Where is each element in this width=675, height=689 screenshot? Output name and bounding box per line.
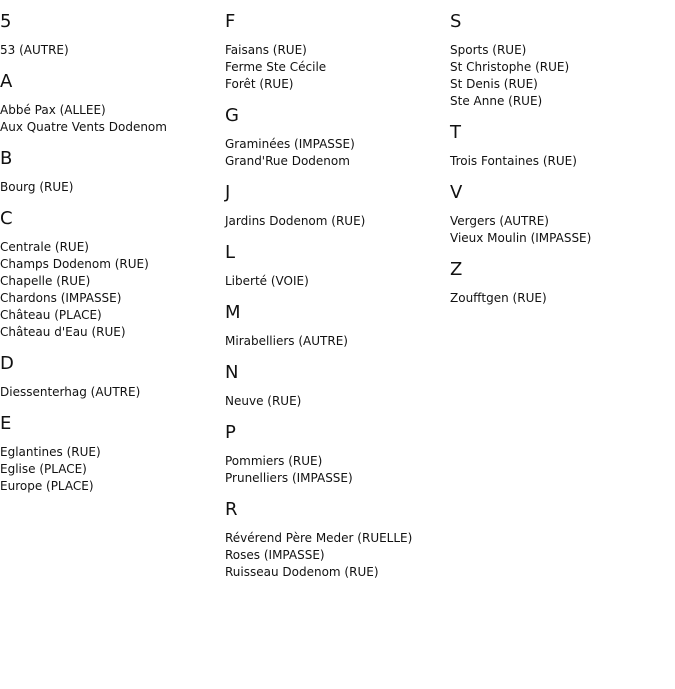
- letter-heading: B: [0, 148, 13, 169]
- street-link[interactable]: Faisans (RUE): [225, 43, 307, 57]
- letter-section: [225, 11, 450, 93]
- letter-section: [225, 242, 450, 290]
- letter-heading: P: [225, 422, 236, 443]
- letter-section: [225, 182, 450, 230]
- street-link[interactable]: Grand'Rue Dodenom: [225, 154, 350, 168]
- letter-heading: M: [225, 302, 241, 323]
- letter-section: [0, 148, 225, 196]
- letter-heading: C: [0, 208, 13, 229]
- street-link[interactable]: Eglise (PLACE): [0, 462, 87, 476]
- letter-section: [0, 353, 225, 401]
- street-link[interactable]: 53 (AUTRE): [0, 43, 69, 57]
- letter-section: [450, 182, 675, 247]
- street-link[interactable]: Ruisseau Dodenom (RUE): [225, 565, 379, 579]
- letter-section: [0, 208, 225, 341]
- street-link[interactable]: Ste Anne (RUE): [450, 94, 543, 108]
- letter-section: [225, 362, 450, 410]
- letter-section: [0, 11, 225, 59]
- index-column: [225, 11, 450, 593]
- letter-heading: T: [450, 122, 461, 143]
- street-link[interactable]: Europe (PLACE): [0, 479, 94, 493]
- street-link[interactable]: St Denis (RUE): [450, 77, 538, 91]
- street-link[interactable]: Révérend Père Meder (RUELLE): [225, 531, 413, 545]
- street-link[interactable]: St Christophe (RUE): [450, 60, 570, 74]
- street-link[interactable]: Eglantines (RUE): [0, 445, 101, 459]
- letter-heading: G: [225, 105, 239, 126]
- street-link[interactable]: Chapelle (RUE): [0, 274, 91, 288]
- street-link[interactable]: Aux Quatre Vents Dodenom: [0, 120, 167, 134]
- street-link[interactable]: Jardins Dodenom (RUE): [225, 214, 366, 228]
- street-link[interactable]: Abbé Pax (ALLEE): [0, 103, 106, 117]
- letter-heading: V: [450, 182, 463, 203]
- street-link[interactable]: Vergers (AUTRE): [450, 214, 549, 228]
- street-link[interactable]: Centrale (RUE): [0, 240, 89, 254]
- letter-heading: A: [0, 71, 13, 92]
- street-link[interactable]: Trois Fontaines (RUE): [450, 154, 577, 168]
- street-link[interactable]: Vieux Moulin (IMPASSE): [450, 231, 592, 245]
- letter-heading: J: [225, 182, 231, 203]
- letter-section: [225, 105, 450, 170]
- index-column: [0, 11, 225, 507]
- letter-heading: 5: [0, 11, 12, 32]
- letter-heading: N: [225, 362, 239, 383]
- street-link[interactable]: Zoufftgen (RUE): [450, 291, 547, 305]
- index-column: [450, 11, 675, 319]
- letter-heading: F: [225, 11, 236, 32]
- letter-heading: L: [225, 242, 236, 263]
- street-link[interactable]: Champs Dodenom (RUE): [0, 257, 149, 271]
- street-link[interactable]: Liberté (VOIE): [225, 274, 309, 288]
- street-link[interactable]: Château (PLACE): [0, 308, 102, 322]
- letter-section: [450, 259, 675, 307]
- street-link[interactable]: Roses (IMPASSE): [225, 548, 325, 562]
- letter-section: [0, 71, 225, 136]
- street-link[interactable]: Neuve (RUE): [225, 394, 302, 408]
- letter-heading: R: [225, 499, 238, 520]
- letter-section: [225, 302, 450, 350]
- letter-section: [0, 413, 225, 495]
- letter-heading: D: [0, 353, 14, 374]
- letter-heading: E: [0, 413, 12, 434]
- street-link[interactable]: Sports (RUE): [450, 43, 527, 57]
- letter-section: [225, 422, 450, 487]
- letter-heading: Z: [450, 259, 463, 280]
- street-link[interactable]: Bourg (RUE): [0, 180, 74, 194]
- street-link[interactable]: Ferme Ste Cécile: [225, 60, 327, 74]
- street-link[interactable]: Chardons (IMPASSE): [0, 291, 122, 305]
- letter-section: [225, 499, 450, 581]
- street-link[interactable]: Mirabelliers (AUTRE): [225, 334, 348, 348]
- street-link[interactable]: Prunelliers (IMPASSE): [225, 471, 353, 485]
- letter-section: [450, 122, 675, 170]
- street-link[interactable]: Graminées (IMPASSE): [225, 137, 355, 151]
- street-link[interactable]: Diessenterhag (AUTRE): [0, 385, 141, 399]
- letter-section: [450, 11, 675, 110]
- street-link[interactable]: Château d'Eau (RUE): [0, 325, 126, 339]
- street-link[interactable]: Forêt (RUE): [225, 77, 294, 91]
- letter-heading: S: [450, 11, 462, 32]
- street-link[interactable]: Pommiers (RUE): [225, 454, 323, 468]
